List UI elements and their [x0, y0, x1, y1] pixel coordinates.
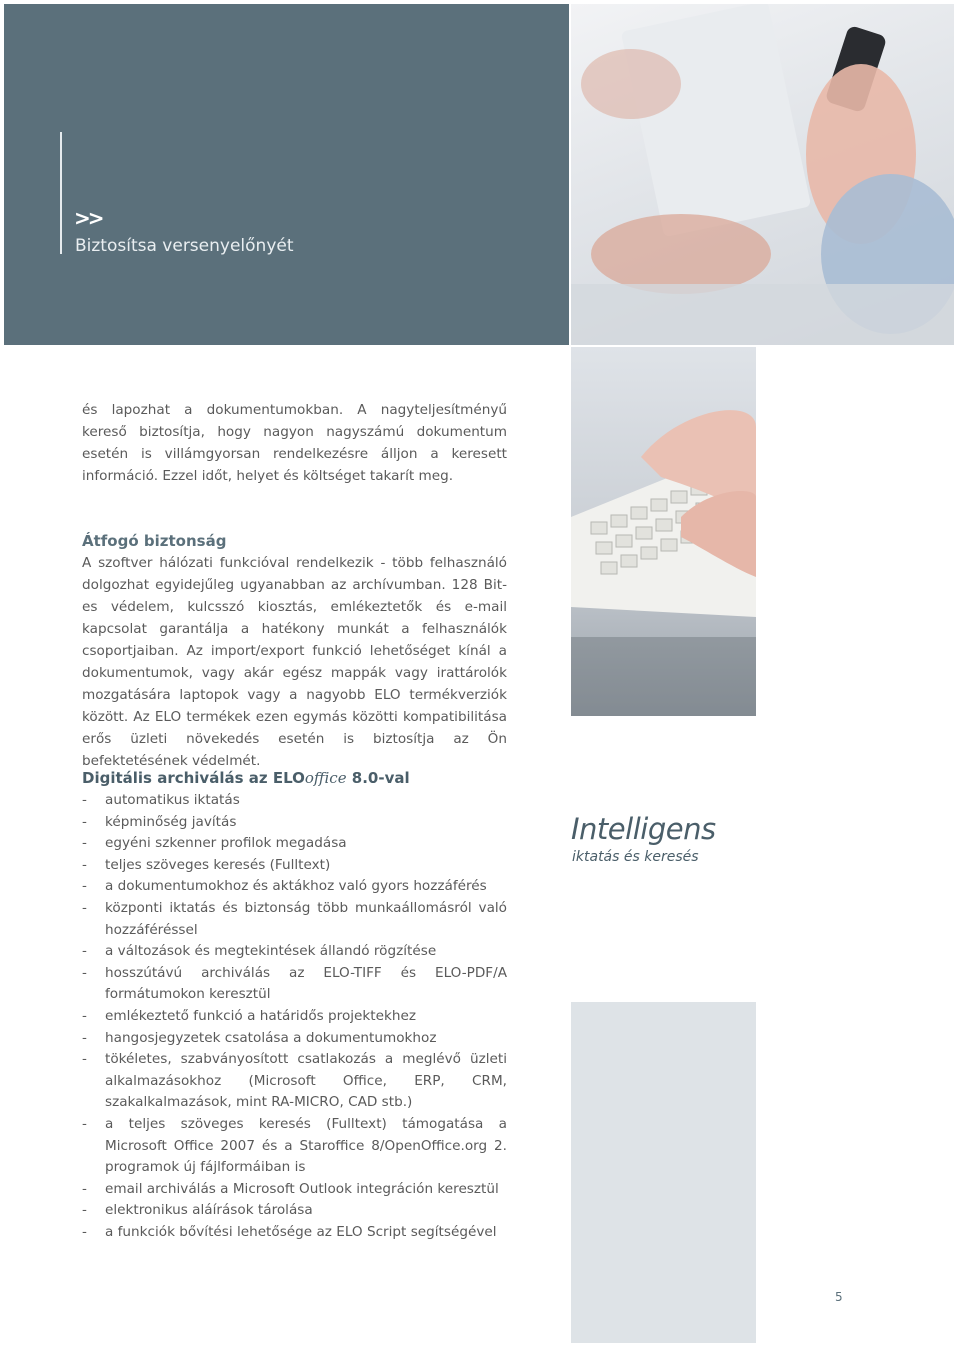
list-item: - elektronikus aláírások tárolása: [82, 1200, 507, 1222]
features-heading: [82, 767, 410, 789]
features-heading-suffix: 8.0-val: [346, 769, 410, 787]
sidebar-gray-panel: [571, 1002, 756, 1343]
tagline-title: Intelligens: [571, 812, 716, 846]
security-text: A szoftver hálózati funkcióval rendelkezik - több felhasználó dolgozhat egyidejűleg ugyanabban az archívumban. 128 Bit-es védelem, kulcsszó kiosztás, emlékeztetők és e-mail kapcsolat garantálja a hatékony munkát a felhasználók csoportjaiban. Az import/export funkció lehetőséget kínál a dokumentumok, vagy akár egész mappák vagy irattárolók mozgatására laptopok vagy a nagyobb ELO termékverziók között. Az ELO termékek ezen egymás közötti kompatibilitása erős üzleti növekedés esetén is biztosítja az Ön befektetésének védelmét.: [82, 555, 507, 769]
list-item: - teljes szöveges keresés (Fulltext): [82, 855, 507, 877]
keyboard-photo: [571, 347, 756, 716]
list-item: - egyéni szkenner profilok megadása: [82, 833, 507, 855]
feature-list: [82, 790, 507, 1243]
header-title: Biztosítsa versenyelőnyét: [75, 236, 294, 256]
list-item: - központi iktatás és biztonság több munkaállomásról való hozzáféréssel: [82, 898, 507, 941]
list-item: - a funkciók bővítési lehetősége az ELO Script segítségével: [82, 1222, 507, 1244]
features-heading-italic: office: [304, 769, 347, 787]
features-heading-prefix: Digitális archiválás az ELO: [82, 769, 305, 787]
tagline-subtitle: iktatás és keresés: [572, 849, 699, 865]
list-item: - tökéletes, szabványosított csatlakozás a meglévő üzleti alkalmazásokhoz (Microsoft Office, ERP, CRM, szakalkalmazások, mint RA-MICRO, CAD stb.): [82, 1049, 507, 1114]
intro-paragraph: és lapozhat a dokumentumokban. A nagyteljesítményű kereső biztosítja, hogy nagyon nagyszámú dokumentum esetén is villámgyorsan rendelkezésre álljon a keresett információ. Ezzel időt, helyet és költséget takarít meg.: [82, 402, 507, 484]
header-divider: [60, 132, 62, 254]
list-item: - a teljes szöveges keresés (Fulltext) támogatása a Microsoft Office 2007 és a Staroffice 8/OpenOffice.org 2. programok új fájlformáiban is: [82, 1114, 507, 1179]
list-item: - a dokumentumokhoz és aktákhoz való gyors hozzáférés: [82, 876, 507, 898]
security-section: [82, 530, 507, 772]
office-hands-photo: [571, 4, 954, 345]
chevron-icon: >>: [74, 206, 102, 230]
security-heading: Átfogó biztonság: [82, 532, 227, 550]
list-item: - emlékeztető funkció a határidős projektekhez: [82, 1006, 507, 1028]
header-panel: [4, 4, 569, 345]
list-item: - email archiválás a Microsoft Outlook integráción keresztül: [82, 1179, 507, 1201]
page-number: 5: [835, 1290, 843, 1304]
list-item: - automatikus iktatás: [82, 790, 507, 812]
list-item: - hosszútávú archiválás az ELO-TIFF és ELO-PDF/A formátumokon keresztül: [82, 963, 507, 1006]
list-item: - képminőség javítás: [82, 812, 507, 834]
list-item: - hangosjegyzetek csatolása a dokumentumokhoz: [82, 1028, 507, 1050]
list-item: - a változások és megtekintések állandó rögzítése: [82, 941, 507, 963]
